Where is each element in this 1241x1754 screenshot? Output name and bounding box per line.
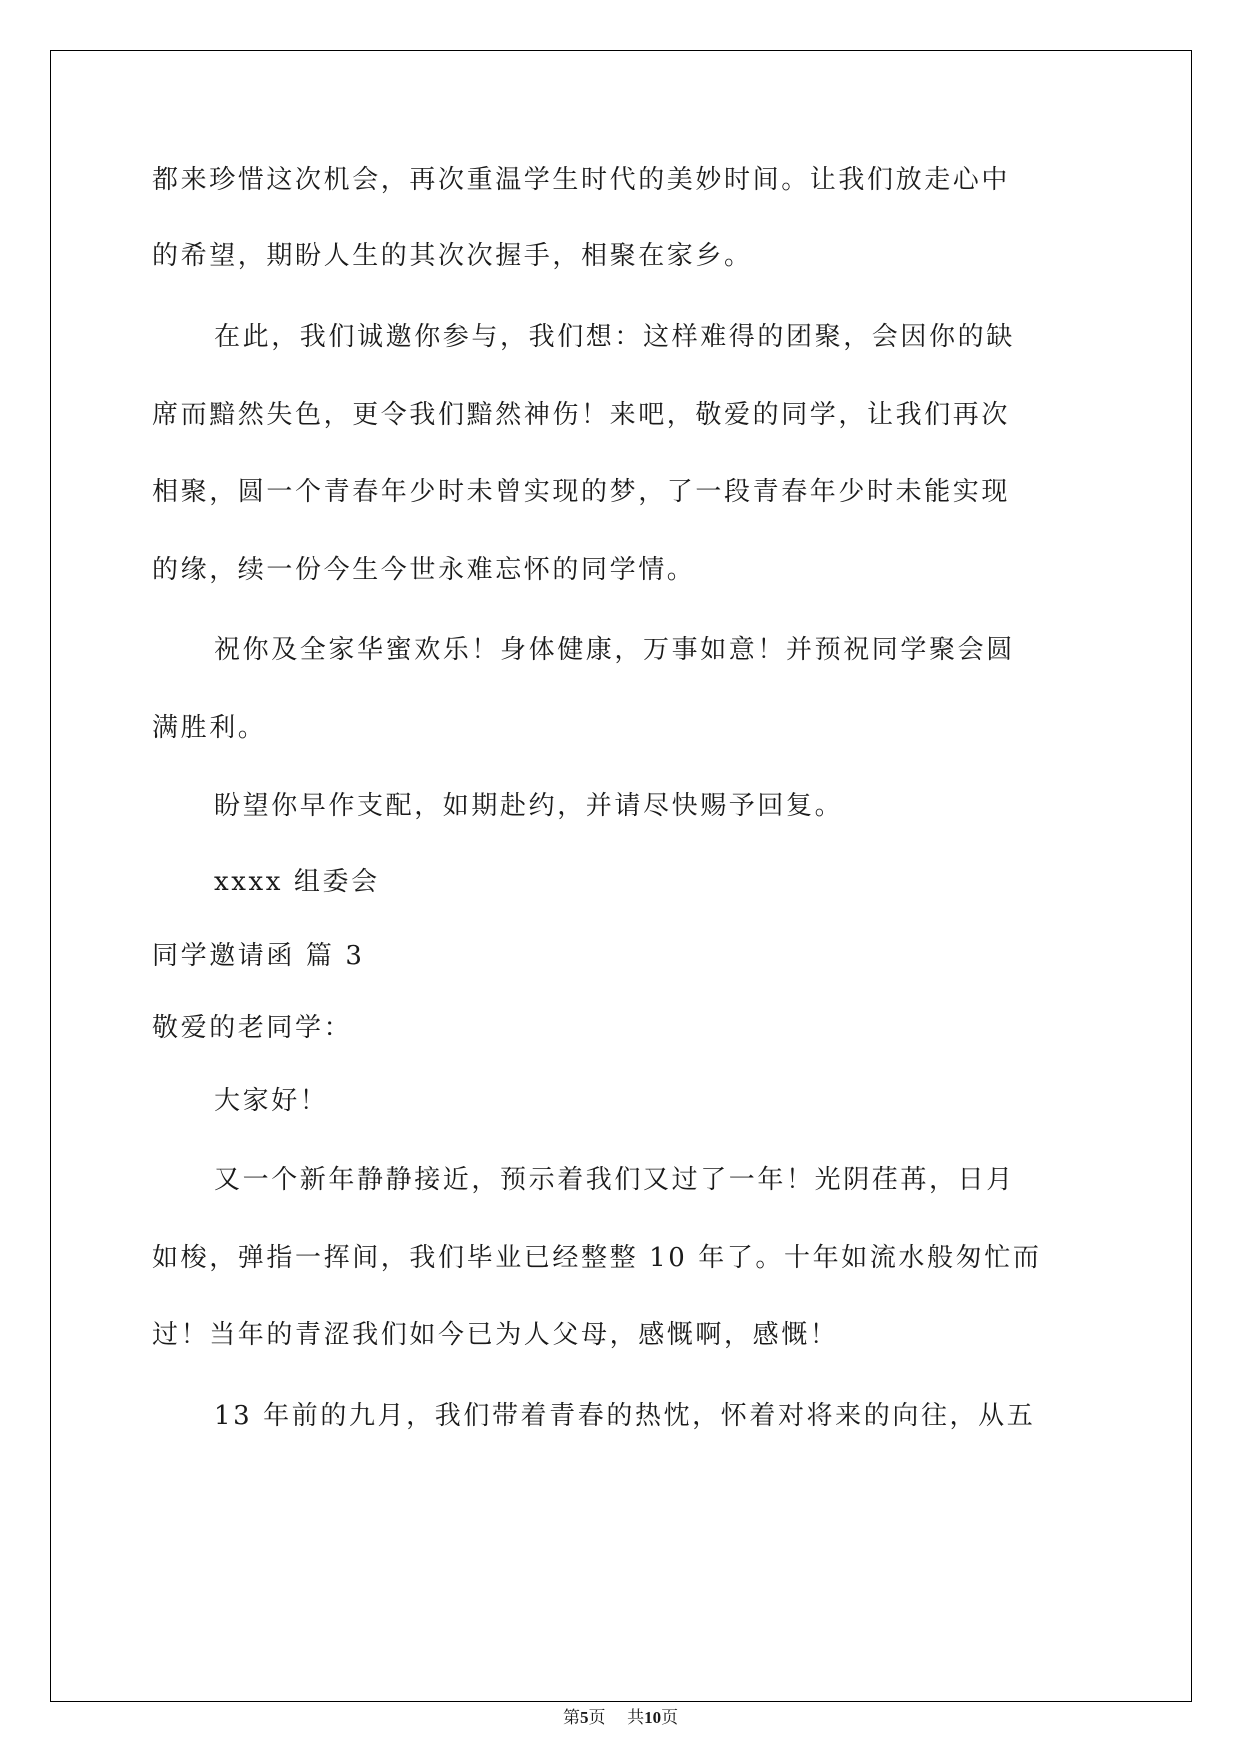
- paragraph-line: 都来珍惜这次机会，再次重温学生时代的美妙时间。让我们放走心中: [152, 165, 1011, 195]
- page-current: 5: [579, 1708, 589, 1727]
- greeting: 大家好！: [214, 1086, 329, 1116]
- paragraph-line: 相聚，圆一个青春年少时未曾实现的梦，了一段青春年少时未能实现: [152, 477, 1011, 507]
- paragraph-line: 席而黯然失色，更令我们黯然神伤！来吧，敬爱的同学，让我们再次: [152, 400, 1011, 430]
- paragraph-line: 祝你及全家华蜜欢乐！身体健康，万事如意！并预祝同学聚会圆: [214, 635, 1015, 665]
- signature-line: xxxx 组委会: [214, 867, 380, 897]
- salutation: 敬爱的老同学：: [152, 1013, 353, 1043]
- page-total: 10: [644, 1708, 662, 1727]
- page-prefix: 第: [562, 1708, 580, 1728]
- paragraph-line: 又一个新年静静接近，预示着我们又过了一年！光阴荏苒，日月: [214, 1165, 1015, 1195]
- paragraph-line: 的缘，续一份今生今世永难忘怀的同学情。: [152, 555, 696, 585]
- paragraph-line: 过！当年的青涩我们如今已为人父母，感慨啊，感慨！: [152, 1320, 839, 1350]
- paragraph-line: 在此，我们诚邀你参与，我们想：这样难得的团聚，会因你的缺: [214, 322, 1015, 352]
- paragraph-line: 如梭，弹指一挥间，我们毕业已经整整 10 年了。十年如流水般匆忙而: [152, 1243, 1042, 1273]
- paragraph-line: 的希望，期盼人生的其次次握手，相聚在家乡。: [152, 241, 753, 271]
- total-unit: 页: [661, 1708, 679, 1728]
- paragraph-line: 13 年前的九月，我们带着青春的热忱，怀着对将来的向往，从五: [214, 1401, 1036, 1431]
- paragraph-line: 盼望你早作支配，如期赴约，并请尽快赐予回复。: [214, 791, 844, 821]
- total-prefix: 共: [627, 1708, 645, 1728]
- page-footer: [0, 1704, 1241, 1732]
- paragraph-line: 满胜利。: [152, 713, 267, 743]
- page-unit: 页: [588, 1708, 606, 1728]
- section-heading: 同学邀请函 篇 3: [152, 941, 365, 971]
